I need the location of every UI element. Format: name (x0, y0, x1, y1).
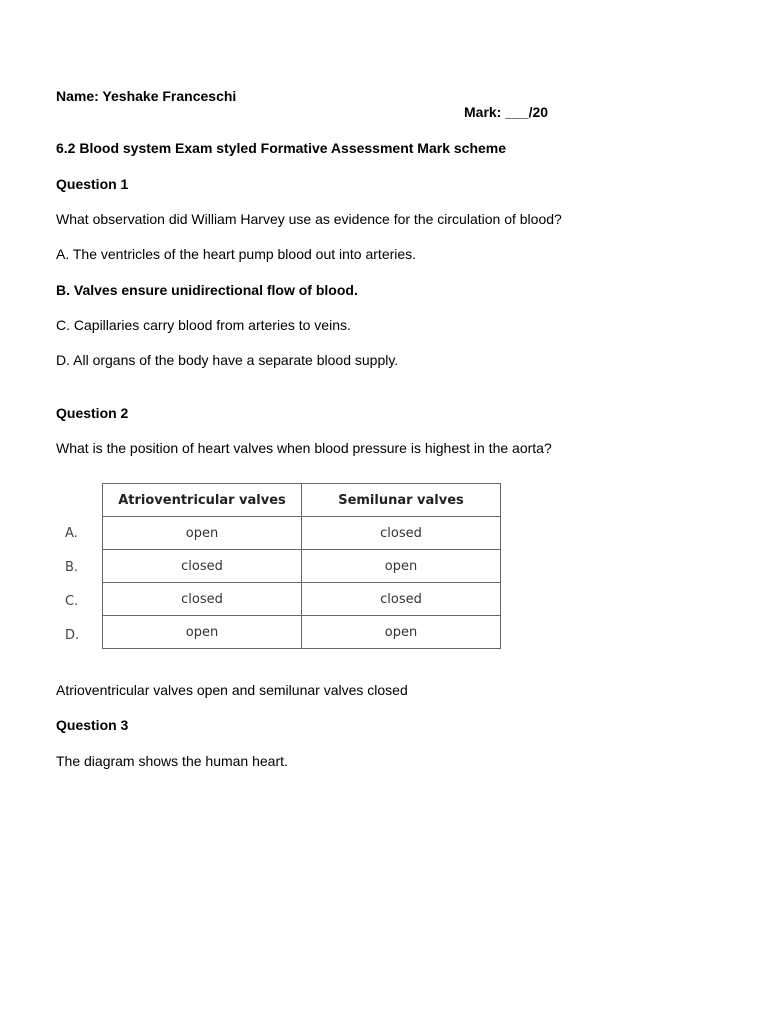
question-1-text: What observation did William Harvey use as evidence for the circulation of blood? (56, 211, 562, 227)
document-title: 6.2 Blood system Exam styled Formative Assessment Mark scheme (56, 140, 507, 156)
question-1-option-b-correct: B. Valves ensure unidirectional flow of blood. (56, 282, 358, 298)
table-row (103, 583, 501, 616)
question-2-text: What is the position of heart valves when blood pressure is highest in the aorta? (56, 440, 552, 456)
question-1-heading: Question 1 (56, 176, 129, 192)
column-header-semilunar: Semilunar valves (302, 484, 501, 517)
table-cell-sl: closed (302, 583, 501, 616)
question-2-answer: Atrioventricular valves open and semilunar valves closed (56, 682, 408, 698)
table-row (103, 550, 501, 583)
table-cell-sl: open (302, 550, 501, 583)
question-3-heading: Question 3 (56, 717, 129, 733)
question-1-option-d: D. All organs of the body have a separate blood supply. (56, 352, 399, 368)
row-letter-b: B. (65, 560, 79, 575)
mark-field: Mark: ___/20 (464, 104, 549, 120)
question-1-option-a: A. The ventricles of the heart pump blood out into arteries. (56, 246, 417, 262)
valve-position-table (102, 483, 501, 649)
row-letter-a: A. (65, 526, 78, 541)
table-row (103, 517, 501, 550)
table-cell-av: open (103, 517, 302, 550)
table-cell-av: closed (103, 583, 302, 616)
table-cell-av: open (103, 616, 302, 649)
column-header-atrioventricular: Atrioventricular valves (103, 484, 302, 517)
row-letter-c: C. (65, 594, 79, 609)
table-row (103, 616, 501, 649)
question-2-heading: Question 2 (56, 405, 129, 421)
student-name: Name: Yeshake Franceschi (56, 88, 237, 104)
question-1-option-c: C. Capillaries carry blood from arteries to veins. (56, 317, 351, 333)
table-cell-av: closed (103, 550, 302, 583)
table-header-row (103, 484, 501, 517)
question-3-text: The diagram shows the human heart. (56, 753, 288, 769)
row-letter-d: D. (65, 628, 80, 643)
table-cell-sl: closed (302, 517, 501, 550)
table-cell-sl: open (302, 616, 501, 649)
